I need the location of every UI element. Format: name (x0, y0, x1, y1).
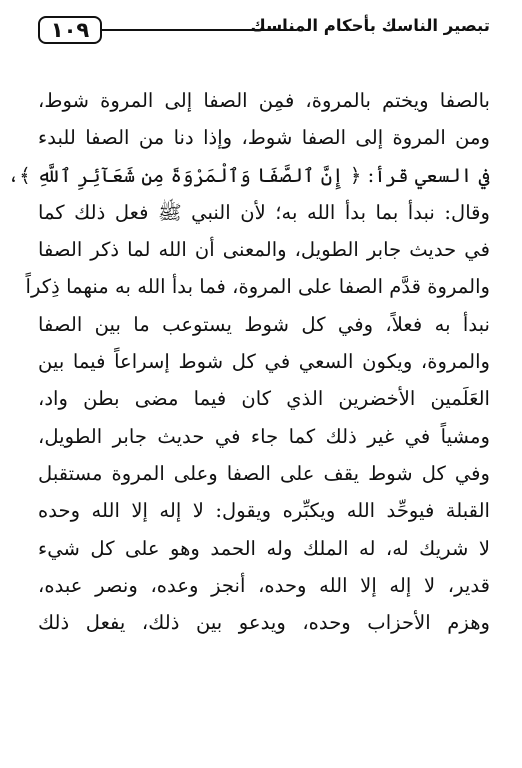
text-line: ومن المروة إلى الصفا شوط، وإذا دنا من الصفا للبدء (38, 126, 490, 150)
running-title: تبصير الناسك بأحكام المناسك (250, 16, 490, 35)
text-line: والمروة، ويكون السعي في كل شوط إسراعاً فيما بين (38, 350, 490, 374)
page-number: ١٠٩ (38, 16, 102, 44)
text-line: قدير، لا إله إلا الله وحده، أنجز وعده، ونصر عبده، (38, 573, 490, 597)
text-line: وقال: نبدأ بما بدأ الله به؛ لأن النبي ﷺ فعل ذلك كما (38, 200, 490, 224)
text-line: القبلة فيوحِّد الله ويكبِّره ويقول: لا إله إلا الله وحده (38, 499, 490, 523)
text-line: نبدأ به فعلاً، وفي كل شوط يستوعب ما بين الصفا (38, 312, 490, 336)
text-line: بالصفا ويختم بالمروة، فمِن الصفا إلى المروة شوط، (38, 89, 490, 112)
text-line: في السعي قرأ: ﴿ إِنَّ ٱلصَّفَا وَٱلْمَرْوَةَ مِن شَعَآئِرِ ٱللَّهِ ﴾، (7, 163, 490, 187)
page-header (38, 12, 490, 52)
text-line: في حديث جابر الطويل، والمعنى أن الله لما ذكر الصفا (38, 238, 490, 262)
text-line: والمروة قدَّم الصفا على المروة، فما بدأ الله به منهما ذِكراً (25, 275, 490, 299)
text-line: العَلَمين الأخضرين الذي كان فيما مضى بطن واد، (38, 387, 490, 411)
text-line: ومشياً في غير ذلك كما جاء في حديث جابر الطويل، (38, 424, 490, 448)
text-line: وهزم الأحزاب وحده، ويدعو بين ذلك، يفعل ذلك (38, 611, 490, 635)
text-line: لا شريك له، له الملك وله الحمد وهو على كل شيء (38, 536, 490, 560)
text-line: وفي كل شوط يقف على الصفا وعلى المروة مستقبل (38, 461, 490, 485)
body-text (7, 82, 490, 641)
